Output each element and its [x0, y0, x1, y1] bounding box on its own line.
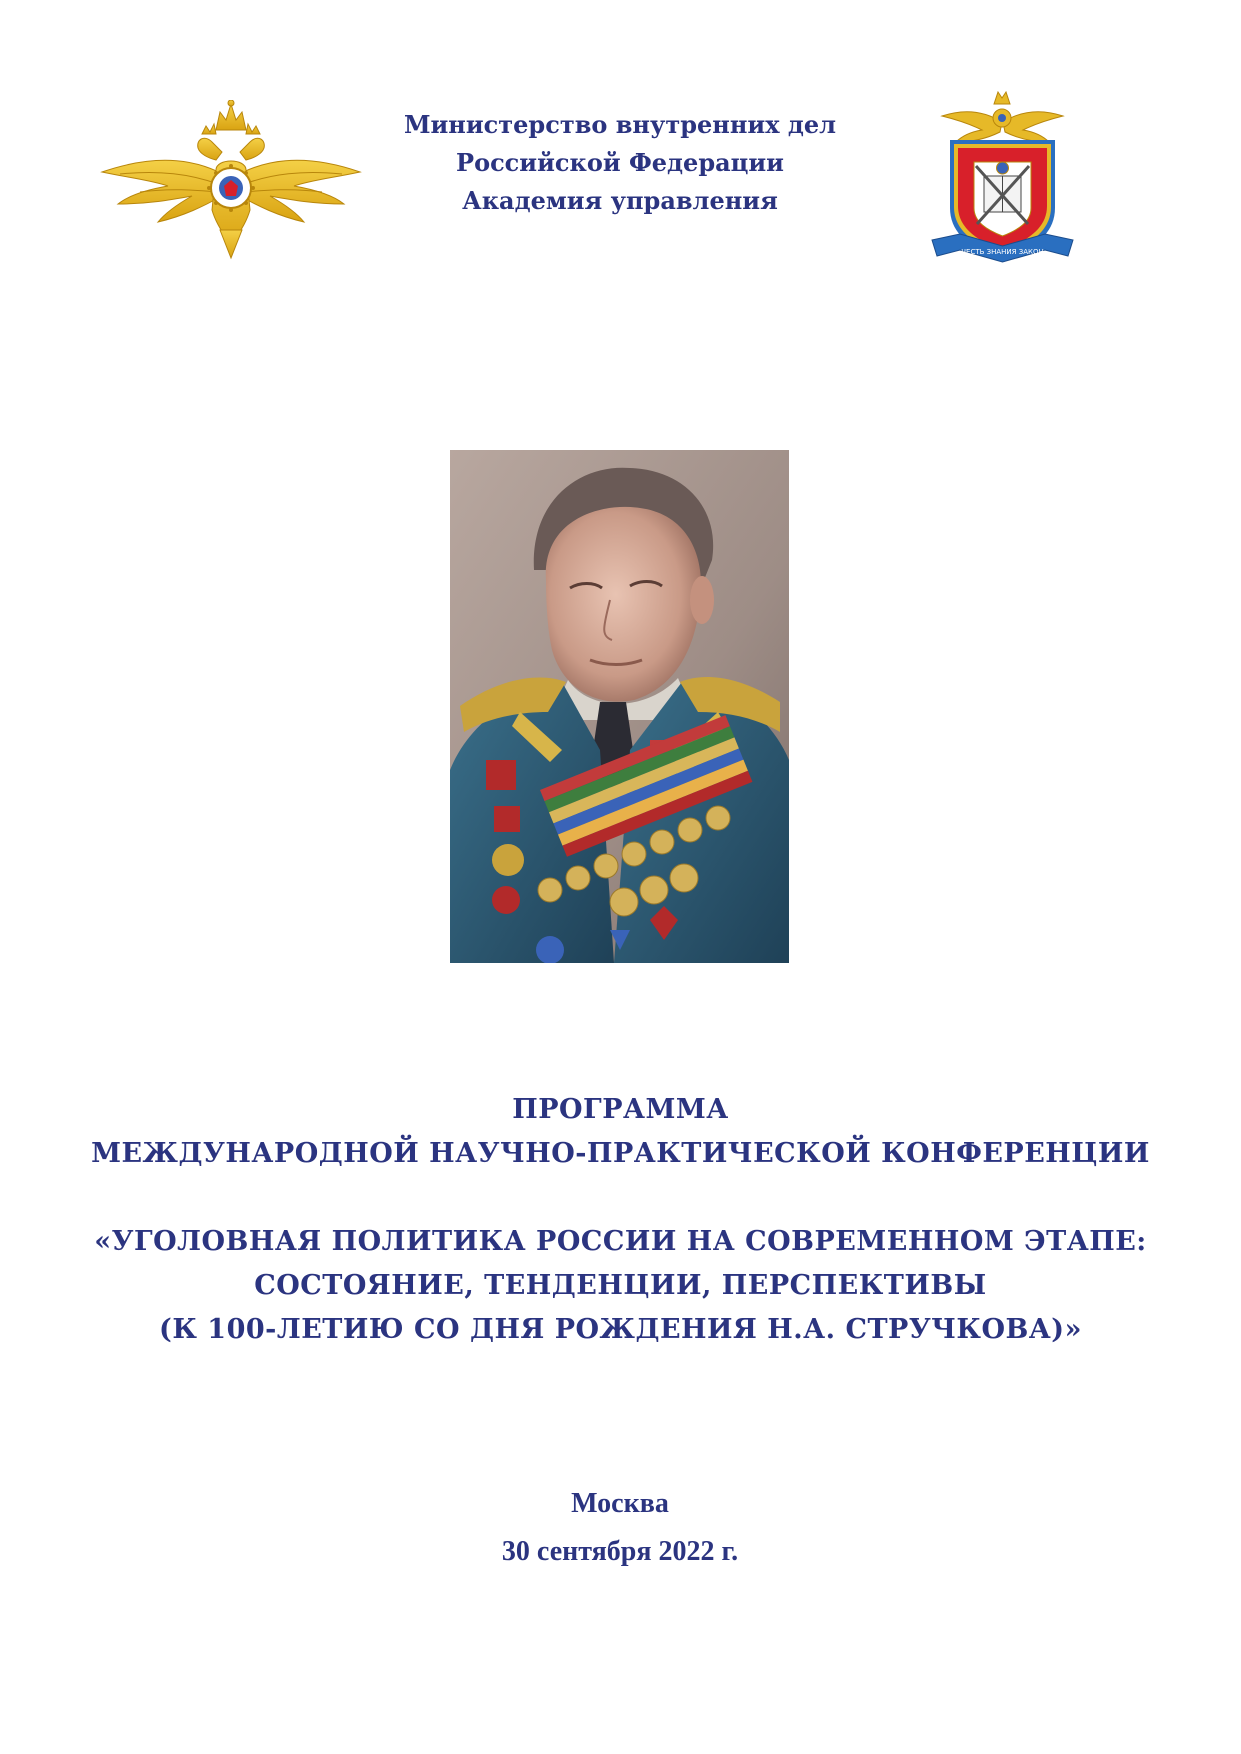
conference-title-line1: «УГОЛОВНАЯ ПОЛИТИКА РОССИИ НА СОВРЕМЕННОМ ЭТАПЕ: [94, 1226, 1147, 1257]
ministry-name: Министерство внутренних дел [403, 110, 837, 139]
academy-shield-emblem [930, 84, 1075, 269]
institution-header [330, 106, 910, 220]
program-label: ПРОГРАММА [512, 1094, 729, 1125]
program-title [60, 1088, 1181, 1352]
title-spacer [60, 1176, 1181, 1220]
academy-name: Академия управления [462, 186, 778, 215]
conference-type: МЕЖДУНАРОДНОЙ НАУЧНО-ПРАКТИЧЕСКОЙ КОНФЕРЕНЦИИ [91, 1138, 1150, 1169]
portrait-photo [450, 450, 789, 963]
conference-title-line2: СОСТОЯНИЕ, ТЕНДЕНЦИИ, ПЕРСПЕКТИВЫ [254, 1270, 987, 1301]
conference-title-line3: (К 100-ЛЕТИЮ СО ДНЯ РОЖДЕНИЯ Н.А. СТРУЧКОВА)» [159, 1314, 1082, 1345]
ribbon-motto: ЧЕСТЬ ЗНАНИЯ ЗАКОН [961, 248, 1044, 256]
federation-name: Российской Федерации [456, 148, 784, 177]
city-label: Москва [571, 1488, 669, 1519]
place-and-date [420, 1480, 820, 1576]
date-label: 30 сентября 2022 г. [501, 1536, 739, 1567]
mvd-eagle-emblem [100, 100, 362, 260]
